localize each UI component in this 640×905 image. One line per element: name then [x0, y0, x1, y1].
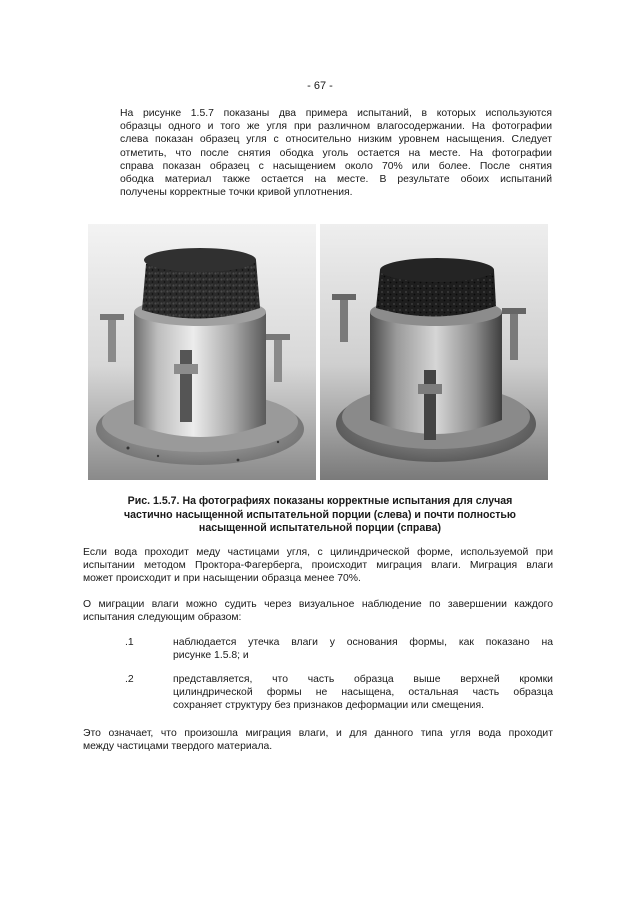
- text-line: справа показан образец с насыщением около 70% или более. После снятия: [120, 160, 552, 172]
- text-line: испытании методом Проктора-Фагерберга, происходит миграция влаги. Миграция влаги: [83, 560, 553, 572]
- caption-line: насыщенной испытательной порции (справа): [198, 522, 442, 535]
- text-line: испытания следующим образом:: [83, 612, 242, 624]
- text-line: образцы одного и того же угля при различном влагосодержании. На фотографии: [120, 121, 552, 133]
- page-number: - 67 -: [307, 80, 333, 92]
- list-number: .2: [125, 674, 134, 685]
- photo-right-sample: [320, 224, 548, 480]
- list-text: [173, 673, 553, 713]
- text-line: получены корректные точки кривой уплотнения.: [120, 187, 353, 199]
- text-line: Это означает, что произошла миграция влаги, и для данного типа угля вода проходит: [83, 728, 553, 739]
- text-line: рисунке 1.5.8; и: [173, 650, 249, 662]
- caption-line: Рис. 1.5.7. На фотографиях показаны корректные испытания для случая: [127, 495, 513, 507]
- intro-paragraph: [120, 107, 552, 199]
- text-line: между частицами твердого материала.: [83, 741, 273, 753]
- text-line: слева показан образец угля с относительно низким уровнем насыщения. Следует: [120, 134, 552, 146]
- photo-left-sample: [88, 224, 316, 480]
- paragraph-conclusion: [83, 727, 553, 753]
- text-line: Если вода проходит меду частицами угля, с цилиндрической форме, используемой при: [83, 547, 553, 558]
- text-line: может происходит и при насыщении образца менее 70%.: [83, 573, 361, 585]
- text-line: ободка материал также остается на месте. В результате обоих испытаний: [120, 174, 552, 186]
- caption-line: частично насыщенной испытательной порции (слева) и почти полностью: [124, 508, 516, 521]
- text-line: наблюдается утечка влаги у основания формы, как показано на: [173, 637, 553, 648]
- list-number: .1: [125, 637, 134, 648]
- text-line: сохраняет структуру без признаков деформации или смещения.: [173, 700, 484, 712]
- text-line: цилиндрической формы не насыщена, остальная часть образца: [173, 687, 553, 699]
- figure-photos: [88, 224, 548, 480]
- text-line: представляется, что часть образца выше верхней кромки: [173, 674, 553, 685]
- list-text: [173, 636, 553, 662]
- text-line: отметить, что после снятия ободка уголь остается на месте. На фотографии: [120, 147, 552, 159]
- paragraph-observation: [83, 598, 553, 624]
- text-line: О миграции влаги можно судить через визуальное наблюдение по завершении каждого: [83, 599, 553, 610]
- paragraph-migration: [83, 546, 553, 586]
- figure-caption: [90, 495, 550, 536]
- text-line: На рисунке 1.5.7 показаны два примера испытаний, в которых используются: [120, 108, 552, 119]
